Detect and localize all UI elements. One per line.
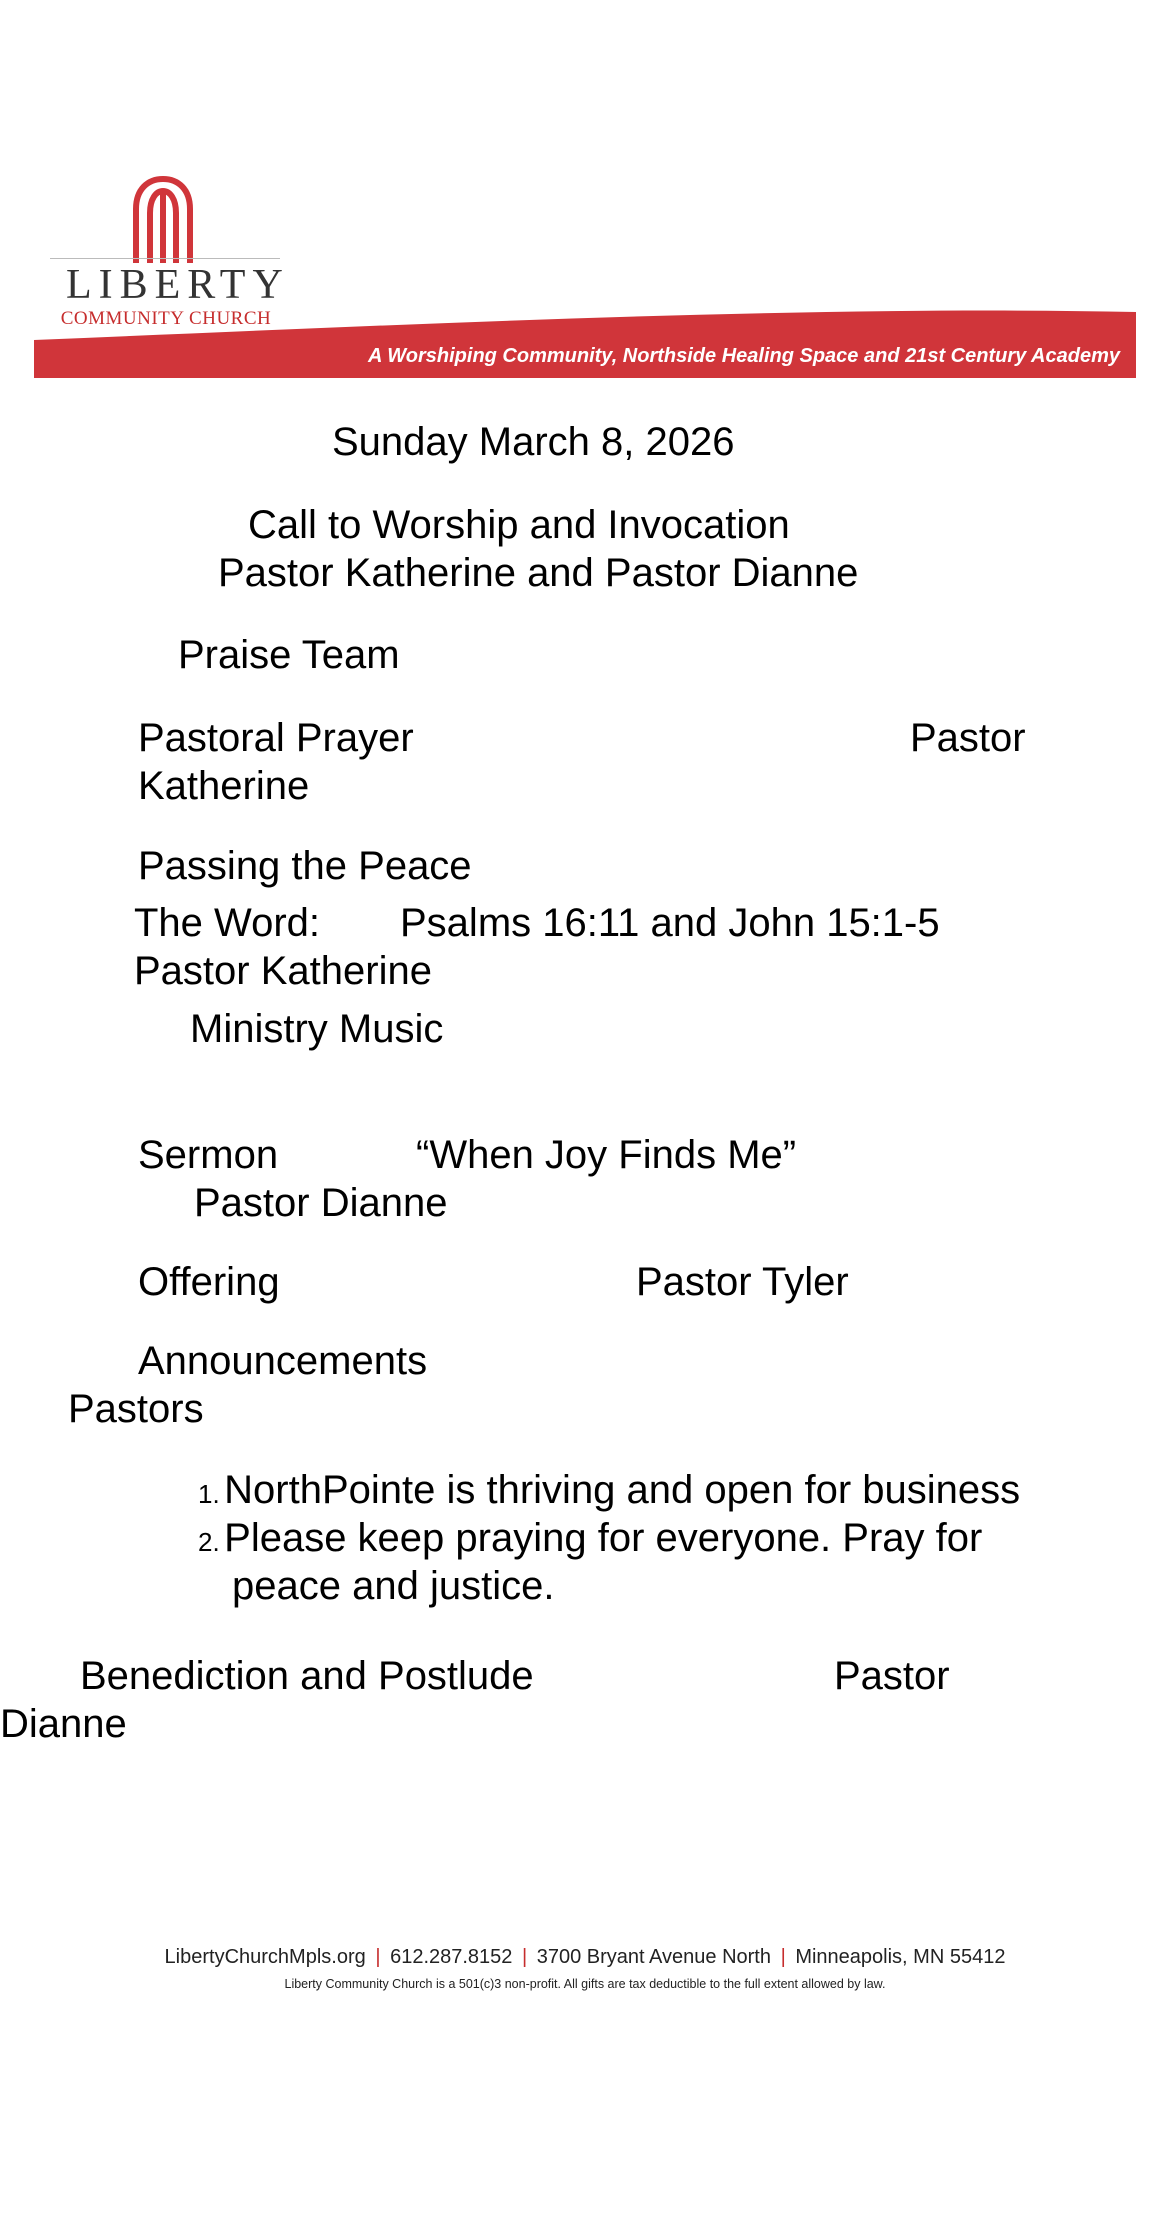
the-word-leader: Pastor Katherine [134, 949, 432, 993]
sermon-title: Sermon [138, 1133, 279, 1177]
service-date: Sunday March 8, 2026 [332, 420, 735, 464]
benediction-title: Benediction and Postlude [80, 1654, 534, 1698]
scripture-reading: Psalms 16:11 and John 15:1-5 [400, 901, 940, 945]
list-item-number: 2. [198, 1527, 220, 1557]
benediction-leader: Pastor [834, 1654, 950, 1698]
call-to-worship-title: Call to Worship and Invocation [248, 503, 790, 547]
ministry-music: Ministry Music [190, 1007, 444, 1051]
announcements-leader: Pastors [68, 1387, 204, 1431]
footer-note: Liberty Community Church is a 501(c)3 non-profit. All gifts are tax deductible to the full extent allowed by law. [284, 1977, 886, 1991]
list-item-text: Please keep praying for everyone. Pray for [224, 1516, 983, 1560]
call-to-worship-leaders: Pastor Katherine and Pastor Dianne [218, 551, 859, 595]
list-item [198, 1466, 1020, 1514]
sermon-leader: Pastor Dianne [194, 1181, 448, 1225]
footer-separator: | [521, 1946, 528, 1968]
logo-subtitle: COMMUNITY CHURCH [60, 308, 272, 329]
logo-divider [50, 258, 280, 259]
offering-leader: Pastor Tyler [636, 1260, 849, 1304]
the-word-title: The Word: [134, 901, 320, 945]
praise-team: Praise Team [178, 633, 400, 677]
announcements-title: Announcements [138, 1339, 428, 1383]
footer-separator: | [780, 1946, 786, 1968]
list-item [198, 1514, 982, 1562]
footer-contact [0, 1944, 1170, 1970]
header-tagline: A Worshiping Community, Northside Healing Space and 21st Century Academy [368, 345, 1120, 367]
logo-wordmark: LIBERTY [66, 262, 290, 308]
list-item-number: 1. [198, 1479, 220, 1509]
list-item-continuation: peace and justice. [232, 1564, 555, 1608]
footer-phone: 612.287.8152 [390, 1946, 513, 1968]
offering-title: Offering [138, 1260, 280, 1304]
benediction-leader-name: Dianne [0, 1702, 127, 1746]
footer-city: Minneapolis, MN 55412 [795, 1946, 1006, 1968]
pastoral-prayer-leader-name: Katherine [138, 764, 310, 808]
pastoral-prayer-leader: Pastor [910, 716, 1026, 760]
church-arch-logo-icon [128, 175, 198, 263]
footer-website[interactable]: LibertyChurchMpls.org [164, 1946, 366, 1968]
list-item-text: NorthPointe is thriving and open for business [224, 1468, 1021, 1512]
footer-address: 3700 Bryant Avenue North [536, 1946, 771, 1968]
footer-separator: | [375, 1946, 381, 1968]
sermon-name: “When Joy Finds Me” [416, 1133, 797, 1177]
passing-the-peace: Passing the Peace [138, 844, 472, 888]
pastoral-prayer-title: Pastoral Prayer [138, 716, 414, 760]
